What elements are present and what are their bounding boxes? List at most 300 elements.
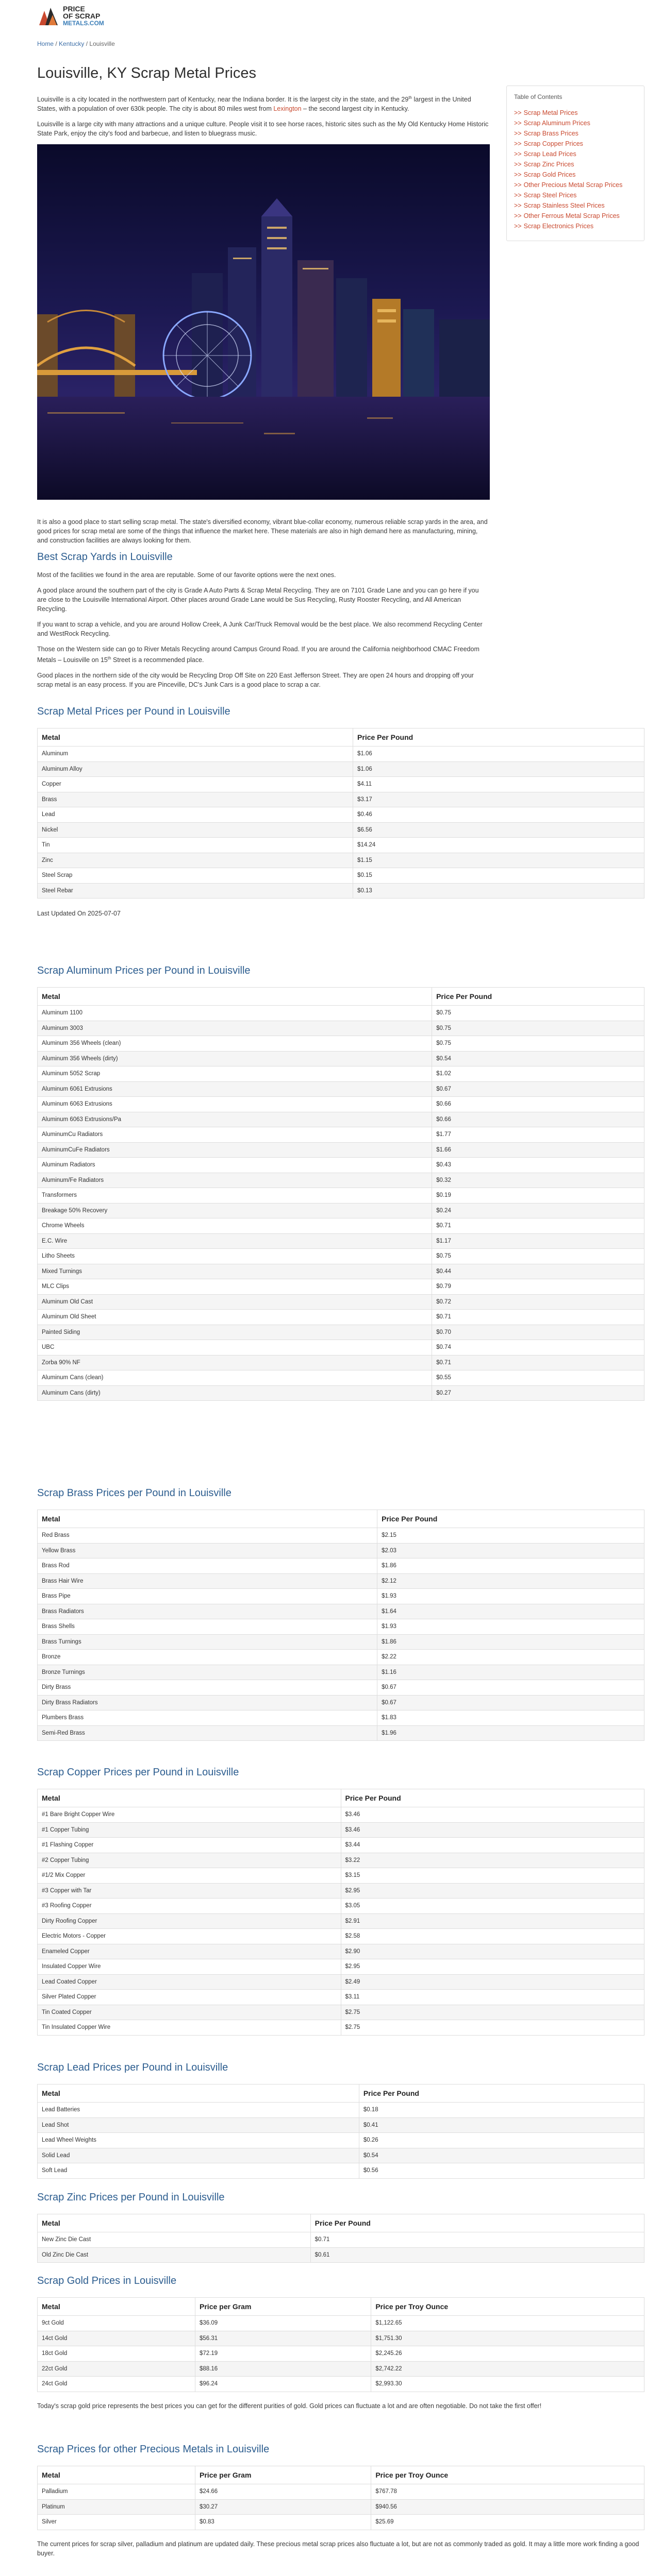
metal-name-cell: Semi-Red Brass: [38, 1725, 377, 1741]
col-price-per-pound: Price Per Pound: [341, 1789, 644, 1807]
price-cell: $0.41: [359, 2117, 644, 2133]
price-cell: $2.91: [341, 1913, 644, 1929]
metal-name-cell: Tin: [38, 838, 353, 853]
table-row: [38, 2247, 644, 2263]
price-cell: $1.66: [432, 1142, 644, 1158]
metal-name-cell: Aluminum Radiators: [38, 1158, 432, 1173]
toc-item-label: Scrap Gold Prices: [523, 171, 576, 178]
price-cell: $3.17: [353, 792, 644, 807]
metal-name-cell: Mixed Turnings: [38, 1264, 432, 1279]
metal-name-cell: New Zinc Die Cast: [38, 2232, 311, 2248]
toc-item[interactable]: [514, 200, 639, 211]
metal-name-cell: Old Zinc Die Cast: [38, 2247, 311, 2263]
breadcrumb: [37, 40, 115, 47]
price-cell: $2.75: [341, 2005, 644, 2020]
col-metal: Metal: [38, 2084, 359, 2103]
metal-name-cell: Aluminum Cans (clean): [38, 1370, 432, 1386]
toc-item[interactable]: [514, 108, 639, 118]
metal-name-cell: Aluminum 356 Wheels (clean): [38, 1036, 432, 1052]
toc-item[interactable]: [514, 211, 639, 221]
table-row: [38, 1822, 644, 1838]
metal-name-cell: Aluminum Cans (dirty): [38, 1385, 432, 1401]
price-cell: $96.24: [195, 2377, 371, 2392]
metal-name-cell: Aluminum 356 Wheels (dirty): [38, 1051, 432, 1066]
table-row: [38, 1680, 644, 1696]
metal-name-cell: Lead: [38, 807, 353, 823]
table-row: [38, 838, 644, 853]
table-row: [38, 2515, 644, 2530]
metal-name-cell: Palladium: [38, 2484, 195, 2500]
price-cell: $0.75: [432, 1036, 644, 1052]
price-cell: $0.66: [432, 1112, 644, 1127]
table-row: [38, 1929, 644, 1944]
metal-name-cell: Litho Sheets: [38, 1249, 432, 1264]
price-cell: $2.03: [377, 1543, 644, 1558]
logo-icon: [37, 6, 60, 26]
zinc-prices-heading: Scrap Zinc Prices per Pound in Louisville: [37, 2192, 225, 2203]
metal-name-cell: Aluminum 3003: [38, 1021, 432, 1036]
best-yards-paragraph-3: If you want to scrap a vehicle, and you are around Hollow Creek, A Junk Car/Truck Removal would be the best place. We also recommend Recycling Center and WestRock Recycling.: [37, 621, 483, 638]
metal-prices-heading: Scrap Metal Prices per Pound in Louisville: [37, 706, 230, 717]
col-price-per-pound: Price Per Pound: [377, 1510, 644, 1528]
metal-name-cell: Chrome Wheels: [38, 1218, 432, 1234]
price-cell: $6.56: [353, 822, 644, 838]
metal-name-cell: Aluminum Old Cast: [38, 1294, 432, 1310]
price-cell: $1.93: [377, 1619, 644, 1635]
metal-name-cell: Tin Coated Copper: [38, 2005, 341, 2020]
breadcrumb-sep: /: [55, 40, 59, 47]
metal-name-cell: AluminumCuFe Radiators: [38, 1142, 432, 1158]
price-cell: $0.46: [353, 807, 644, 823]
price-cell: $88.16: [195, 2361, 371, 2377]
price-cell: $3.46: [341, 1807, 644, 1823]
price-cell: $0.72: [432, 1294, 644, 1310]
table-row: [38, 1853, 644, 1868]
table-row: [38, 2499, 644, 2515]
lead-prices-heading: Scrap Lead Prices per Pound in Louisville: [37, 2062, 228, 2073]
toc-title: Table of Contents: [514, 93, 562, 100]
metal-name-cell: Steel Scrap: [38, 868, 353, 884]
table-row: [38, 1310, 644, 1325]
price-cell: $2.12: [377, 1573, 644, 1589]
price-cell: $0.19: [432, 1188, 644, 1204]
table-row: [38, 1913, 644, 1929]
metal-name-cell: Aluminum: [38, 747, 353, 762]
price-cell: $0.83: [195, 2515, 371, 2530]
metal-name-cell: Soft Lead: [38, 2163, 359, 2179]
toc-item[interactable]: [514, 118, 639, 128]
table-row: [38, 1081, 644, 1097]
price-cell: $0.75: [432, 1006, 644, 1021]
breadcrumb-kentucky[interactable]: Kentucky: [59, 40, 85, 47]
brass-prices-heading: Scrap Brass Prices per Pound in Louisville: [37, 1487, 231, 1499]
price-cell: $1.86: [377, 1634, 644, 1650]
price-cell: $3.44: [341, 1838, 644, 1853]
metal-name-cell: Red Brass: [38, 1528, 377, 1544]
metal-name-cell: Aluminum Alloy: [38, 761, 353, 777]
metal-name-cell: Zinc: [38, 853, 353, 868]
toc-arrow-icon: >>: [514, 223, 522, 230]
metal-name-cell: MLC Clips: [38, 1279, 432, 1295]
metal-name-cell: Brass Rod: [38, 1558, 377, 1574]
metal-name-cell: Dirty Brass Radiators: [38, 1695, 377, 1710]
metal-name-cell: Lead Coated Copper: [38, 1974, 341, 1990]
table-row: [38, 1325, 644, 1340]
col-metal: Metal: [38, 1789, 341, 1807]
price-cell: $4.11: [353, 777, 644, 792]
metal-name-cell: Brass Radiators: [38, 1604, 377, 1619]
metal-name-cell: Steel Rebar: [38, 883, 353, 899]
table-row: [38, 1944, 644, 1959]
price-cell: $0.67: [377, 1695, 644, 1710]
price-cell: $0.24: [432, 1203, 644, 1218]
price-cell: $3.46: [341, 1822, 644, 1838]
metal-name-cell: Aluminum 5052 Scrap: [38, 1066, 432, 1082]
best-yards-paragraph-4: Those on the Western side can go to River Metals Recycling around Campus Ground Road. If you are around the California neighborhood CMAC Freedom Metals – Louisville on 15th Street is a recommended place.: [37, 646, 479, 664]
price-cell: $0.56: [359, 2163, 644, 2179]
table-row: [38, 2148, 644, 2163]
table-row: [38, 1264, 644, 1279]
toc-item-label: Scrap Metal Prices: [523, 109, 578, 116]
price-cell: $0.74: [432, 1340, 644, 1355]
toc-item[interactable]: [514, 221, 639, 231]
toc-arrow-icon: >>: [514, 171, 522, 178]
aluminum-prices-section: [37, 965, 644, 1401]
price-cell: $2.95: [341, 1883, 644, 1899]
metal-name-cell: Aluminum/Fe Radiators: [38, 1173, 432, 1188]
intro-paragraph-1: Louisville is a city located in the northwestern part of Kentucky, near the Indiana border. It is the largest city in the state, and the 29th largest in the United States, with a population of over 630k people. The city is about 80 miles west from Lexington – the second largest city in Kentucky.: [37, 95, 471, 113]
col-price-per-pound: Price Per Pound: [353, 728, 644, 747]
table-row: [38, 777, 644, 792]
price-cell: $0.55: [432, 1370, 644, 1386]
toc-item[interactable]: [514, 128, 639, 139]
table-row: [38, 1883, 644, 1899]
price-cell: $940.56: [371, 2499, 644, 2515]
copper-prices-section: [37, 1767, 644, 2036]
price-cell: $2.49: [341, 1974, 644, 1990]
table-row: [38, 1127, 644, 1143]
table-row: [38, 2331, 644, 2346]
metal-name-cell: Tin Insulated Copper Wire: [38, 2020, 341, 2036]
lead-prices-section: [37, 2062, 644, 2179]
table-row: [38, 1279, 644, 1295]
main-content: [37, 57, 490, 696]
price-cell: $3.22: [341, 1853, 644, 1868]
price-cell: $3.05: [341, 1899, 644, 1914]
metal-name-cell: Yellow Brass: [38, 1543, 377, 1558]
col-metal: Metal: [38, 2466, 195, 2484]
price-cell: $0.71: [432, 1310, 644, 1325]
table-row: [38, 1959, 644, 1975]
table-row: [38, 2361, 644, 2377]
price-cell: $14.24: [353, 838, 644, 853]
table-row: [38, 1233, 644, 1249]
table-row: [38, 1528, 644, 1544]
table-row: [38, 1899, 644, 1914]
metal-name-cell: Silver: [38, 2515, 195, 2530]
price-cell: $1,751.30: [371, 2331, 644, 2346]
metal-name-cell: Brass Shells: [38, 1619, 377, 1635]
toc-item[interactable]: [514, 159, 639, 170]
price-cell: $2.75: [341, 2020, 644, 2036]
toc-item-label: Scrap Steel Prices: [523, 192, 577, 199]
table-row: [38, 1650, 644, 1665]
table-row: [38, 853, 644, 868]
logo-line-3: METALS.COM: [63, 20, 104, 27]
toc-arrow-icon: >>: [514, 192, 522, 199]
table-row: [38, 2163, 644, 2179]
table-row: [38, 761, 644, 777]
metal-name-cell: #1 Bare Bright Copper Wire: [38, 1807, 341, 1823]
col-price-per-troy-ounce: Price per Troy Ounce: [371, 2466, 644, 2484]
table-row: [38, 1868, 644, 1884]
table-row: [38, 2133, 644, 2148]
table-row: [38, 1051, 644, 1066]
site-logo[interactable]: [37, 5, 104, 27]
table-row: [38, 1990, 644, 2005]
price-cell: $0.43: [432, 1158, 644, 1173]
price-cell: $0.54: [432, 1051, 644, 1066]
price-cell: $3.11: [341, 1990, 644, 2005]
price-cell: $1.15: [353, 853, 644, 868]
price-cell: $1.06: [353, 747, 644, 762]
table-row: [38, 2377, 644, 2392]
gold-prices-section: [37, 2275, 644, 2417]
table-row: [38, 2005, 644, 2020]
table-row: [38, 1589, 644, 1604]
table-row: [38, 1036, 644, 1052]
metal-name-cell: Aluminum Old Sheet: [38, 1310, 432, 1325]
aluminum-prices-heading: Scrap Aluminum Prices per Pound in Louisville: [37, 965, 251, 976]
price-cell: $1.17: [432, 1233, 644, 1249]
metal-name-cell: 14ct Gold: [38, 2331, 195, 2346]
price-cell: $25.69: [371, 2515, 644, 2530]
metal-name-cell: 22ct Gold: [38, 2361, 195, 2377]
intro-paragraph-2: Louisville is a large city with many attractions and a unique culture. People visit it to see horse races, historic sites such as the My Old Kentucky Home Historic State Park, enjoy the city's food and barbecue, and listen to bluegrass music.: [37, 121, 489, 138]
toc-item-label: Scrap Stainless Steel Prices: [523, 202, 605, 209]
table-row: [38, 1619, 644, 1635]
brass-prices-table: [37, 1510, 644, 1741]
toc-item[interactable]: [514, 139, 639, 149]
metal-name-cell: Brass: [38, 792, 353, 807]
table-row: [38, 1558, 644, 1574]
toc-arrow-icon: >>: [514, 212, 522, 219]
zinc-prices-table: [37, 2214, 644, 2263]
metal-name-cell: Aluminum 6063 Extrusions: [38, 1097, 432, 1112]
table-of-contents: [506, 86, 644, 241]
table-row: [38, 807, 644, 823]
col-price-per-pound: Price Per Pound: [310, 2214, 644, 2232]
table-row: [38, 1974, 644, 1990]
price-cell: $2.15: [377, 1528, 644, 1544]
price-cell: $0.66: [432, 1097, 644, 1112]
price-cell: $0.79: [432, 1279, 644, 1295]
last-updated: Last Updated On 2025-07-07: [37, 910, 121, 917]
price-cell: $1.96: [377, 1725, 644, 1741]
table-row: [38, 2346, 644, 2362]
toc-item[interactable]: [514, 149, 639, 159]
table-row: [38, 1355, 644, 1370]
table-row: [38, 1203, 644, 1218]
col-metal: Metal: [38, 2298, 195, 2316]
precious-prices-section: [37, 2444, 644, 2564]
price-cell: $0.15: [353, 868, 644, 884]
price-cell: $36.09: [195, 2316, 371, 2331]
price-cell: $0.67: [432, 1081, 644, 1097]
toc-item[interactable]: [514, 180, 639, 190]
toc-item[interactable]: [514, 170, 639, 180]
price-cell: $0.75: [432, 1021, 644, 1036]
col-metal: Metal: [38, 1510, 377, 1528]
metal-name-cell: Lead Shot: [38, 2117, 359, 2133]
table-row: [38, 1173, 644, 1188]
table-row: [38, 1543, 644, 1558]
price-cell: $0.54: [359, 2148, 644, 2163]
table-row: [38, 2484, 644, 2500]
toc-item[interactable]: [514, 190, 639, 200]
table-row: [38, 1218, 644, 1234]
table-row: [38, 1695, 644, 1710]
price-cell: $1.64: [377, 1604, 644, 1619]
table-row: [38, 1634, 644, 1650]
col-price-per-pound: Price Per Pound: [432, 988, 644, 1006]
table-row: [38, 1573, 644, 1589]
toc-item-label: Scrap Aluminum Prices: [523, 120, 590, 127]
metal-name-cell: #3 Roofing Copper: [38, 1899, 341, 1914]
price-cell: $1.16: [377, 1665, 644, 1680]
price-cell: $1.83: [377, 1710, 644, 1726]
metal-name-cell: E.C. Wire: [38, 1233, 432, 1249]
price-cell: $0.18: [359, 2103, 644, 2118]
zinc-prices-section: [37, 2192, 644, 2263]
toc-item-label: Scrap Zinc Prices: [523, 161, 574, 168]
price-cell: $0.26: [359, 2133, 644, 2148]
metal-name-cell: Plumbers Brass: [38, 1710, 377, 1726]
metal-name-cell: #2 Copper Tubing: [38, 1853, 341, 1868]
table-row: [38, 822, 644, 838]
price-cell: $30.27: [195, 2499, 371, 2515]
col-price-per-gram: Price per Gram: [195, 2298, 371, 2316]
metal-name-cell: Breakage 50% Recovery: [38, 1203, 432, 1218]
table-row: [38, 1294, 644, 1310]
price-cell: $1,122.65: [371, 2316, 644, 2331]
toc-arrow-icon: >>: [514, 161, 522, 168]
gold-prices-heading: Scrap Gold Prices in Louisville: [37, 2275, 177, 2286]
price-cell: $767.78: [371, 2484, 644, 2500]
col-price-per-troy-ounce: Price per Troy Ounce: [371, 2298, 644, 2316]
price-cell: $0.71: [432, 1355, 644, 1370]
metal-name-cell: AluminumCu Radiators: [38, 1127, 432, 1143]
table-row: [38, 2232, 644, 2248]
metal-name-cell: Lead Batteries: [38, 2103, 359, 2118]
metal-name-cell: Bronze Turnings: [38, 1665, 377, 1680]
metal-name-cell: Aluminum 1100: [38, 1006, 432, 1021]
breadcrumb-home[interactable]: Home: [37, 40, 54, 47]
price-cell: $1.02: [432, 1066, 644, 1082]
table-row: [38, 1385, 644, 1401]
table-row: [38, 1340, 644, 1355]
price-cell: $0.67: [377, 1680, 644, 1696]
price-cell: $24.66: [195, 2484, 371, 2500]
metal-name-cell: Dirty Roofing Copper: [38, 1913, 341, 1929]
price-cell: $0.44: [432, 1264, 644, 1279]
price-cell: $0.71: [432, 1218, 644, 1234]
copper-prices-table: [37, 1789, 644, 2036]
table-row: [38, 792, 644, 807]
table-row: [38, 2316, 644, 2331]
table-row: [38, 1142, 644, 1158]
precious-prices-heading: Scrap Prices for other Precious Metals in Louisville: [37, 2444, 270, 2455]
table-row: [38, 2103, 644, 2118]
table-row: [38, 868, 644, 884]
price-cell: $2.90: [341, 1944, 644, 1959]
table-row: [38, 1021, 644, 1036]
col-price-per-gram: Price per Gram: [195, 2466, 371, 2484]
metal-prices-table: [37, 728, 644, 899]
metal-name-cell: Aluminum 6063 Extrusions/Pa: [38, 1112, 432, 1127]
best-yards-heading: Best Scrap Yards in Louisville: [37, 551, 173, 563]
toc-arrow-icon: >>: [514, 150, 522, 158]
toc-arrow-icon: >>: [514, 140, 522, 147]
table-row: [38, 1249, 644, 1264]
toc-arrow-icon: >>: [514, 120, 522, 127]
metal-name-cell: Lead Wheel Weights: [38, 2133, 359, 2148]
metal-name-cell: Zorba 90% NF: [38, 1355, 432, 1370]
price-cell: $0.75: [432, 1249, 644, 1264]
col-metal: Metal: [38, 988, 432, 1006]
louisville-skyline-image: [37, 144, 490, 500]
price-cell: $2.95: [341, 1959, 644, 1975]
best-yards-paragraph-1: Most of the facilities we found in the area are reputable. Some of our favorite options were the next ones.: [37, 571, 336, 579]
metal-name-cell: #1 Copper Tubing: [38, 1822, 341, 1838]
lead-prices-table: [37, 2084, 644, 2179]
metal-name-cell: #1 Flashing Copper: [38, 1838, 341, 1853]
metal-name-cell: Enameled Copper: [38, 1944, 341, 1959]
price-cell: $1.86: [377, 1558, 644, 1574]
metal-name-cell: Silver Plated Copper: [38, 1990, 341, 2005]
metal-name-cell: Solid Lead: [38, 2148, 359, 2163]
metal-name-cell: 24ct Gold: [38, 2377, 195, 2392]
precious-prices-table: [37, 2466, 644, 2530]
price-cell: $56.31: [195, 2331, 371, 2346]
price-cell: $2.22: [377, 1650, 644, 1665]
table-row: [38, 1807, 644, 1823]
table-row: [38, 1112, 644, 1127]
price-cell: $0.13: [353, 883, 644, 899]
price-cell: $0.27: [432, 1385, 644, 1401]
metal-name-cell: 9ct Gold: [38, 2316, 195, 2331]
toc-arrow-icon: >>: [514, 181, 522, 189]
price-cell: $1.06: [353, 761, 644, 777]
price-cell: $0.32: [432, 1173, 644, 1188]
metal-name-cell: Bronze: [38, 1650, 377, 1665]
table-row: [38, 1158, 644, 1173]
metal-name-cell: #1/2 Mix Copper: [38, 1868, 341, 1884]
table-row: [38, 1710, 644, 1726]
table-row: [38, 1665, 644, 1680]
metal-name-cell: Insulated Copper Wire: [38, 1959, 341, 1975]
intro-paragraph-3: It is also a good place to start selling scrap metal. The state's diversified economy, vibrant blue-collar economy, numerous reliable scrap yards in the area, and good prices for scrap metal are some of the things that influence the market here. These materials are also in high demand here as manufacturing, mining, and construction facilities are always looking for them.: [37, 518, 488, 545]
table-row: [38, 1838, 644, 1853]
table-row: [38, 1370, 644, 1386]
metal-prices-section: [37, 706, 644, 924]
table-row: [38, 747, 644, 762]
price-cell: $2,742.22: [371, 2361, 644, 2377]
lexington-link[interactable]: Lexington: [273, 105, 302, 113]
toc-item-label: Scrap Lead Prices: [523, 150, 576, 158]
aluminum-prices-table: [37, 987, 644, 1401]
breadcrumb-current: Louisville: [89, 40, 115, 47]
